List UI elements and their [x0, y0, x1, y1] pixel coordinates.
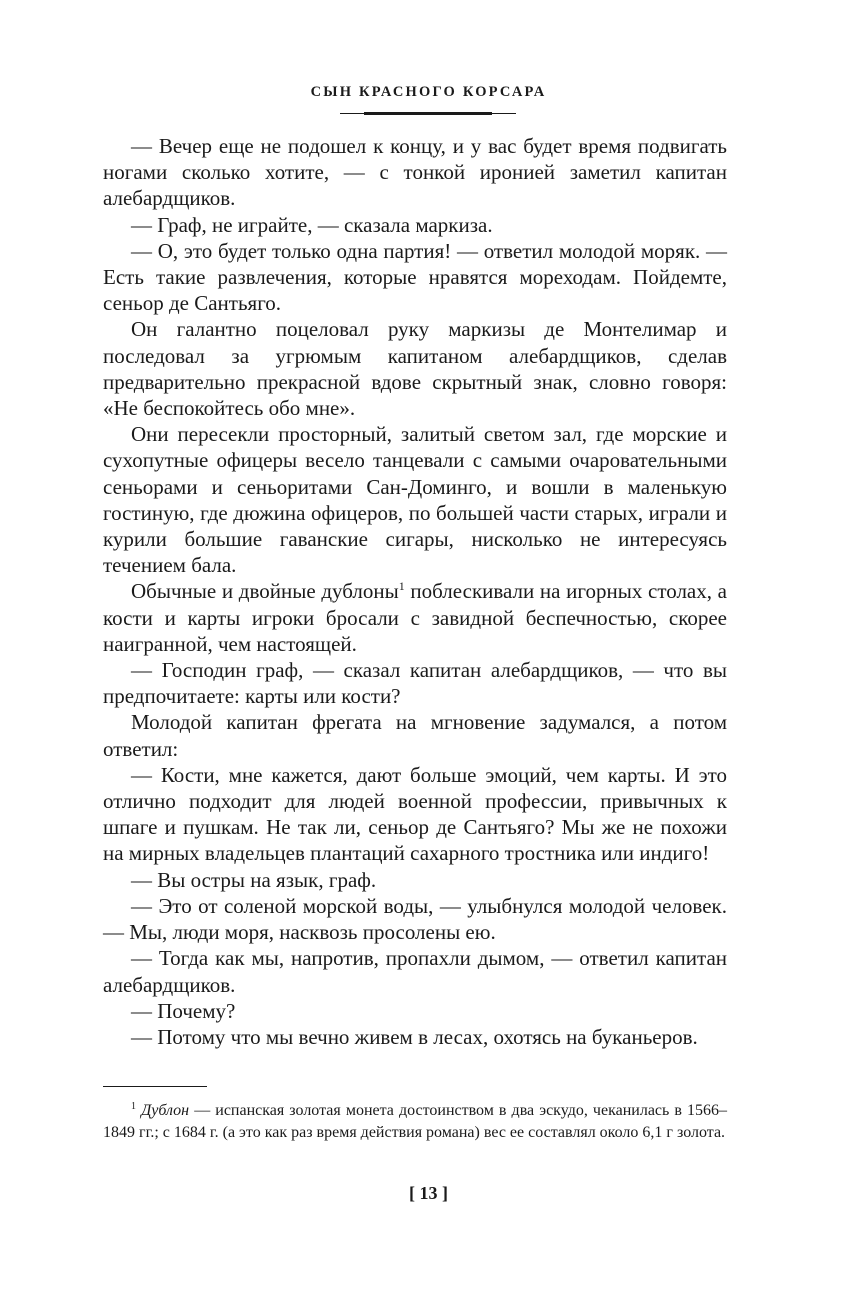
- footnote: [103, 1100, 727, 1144]
- footnote-reference-mark: 1: [398, 579, 405, 594]
- paragraph-with-footnote-ref: [103, 578, 727, 657]
- paragraph: Молодой капитан фрегата на мгновение задумался, а потом ответил:: [103, 710, 727, 761]
- running-head-title: СЫН КРАСНОГО КОРСАРА: [310, 84, 547, 100]
- paragraph: — Это от соленой морской воды, — улыбнулся молодой человек. — Мы, люди моря, насквозь просолены ею.: [103, 893, 727, 945]
- footnote-separator: [103, 1086, 207, 1087]
- page-number: [ 13 ]: [409, 1183, 448, 1203]
- paragraph: — Господин граф, — сказал капитан алебардщиков, — что вы предпочитаете: карты или кости?: [103, 658, 727, 709]
- paragraph: — Тогда как мы, напротив, пропахли дымом, — ответил капитан алебардщиков.: [103, 946, 727, 997]
- paragraph: — Кости, мне кажется, дают больше эмоций, чем карты. И это отлично подходит для людей военной профессии, привычных к шпаге и пушкам. Не так ли, сеньор де Сантьяго? Мы же не похожи на мирных владельцев плантаций сахарного тростника или индиго!: [103, 762, 727, 866]
- paragraph-text-before-ref: Обычные и двойные дублоны: [131, 579, 399, 604]
- paragraph: — Граф, не играйте, — сказала маркиза.: [131, 212, 493, 237]
- paragraph: — Почему?: [131, 998, 236, 1023]
- paragraph: — Вечер еще не подошел к концу, и у вас будет время подвигать ногами сколько хотите, — с тонкой иронией заметил капитан алебардщиков.: [103, 134, 727, 211]
- paragraph: Они пересекли просторный, залитый светом зал, где морские и сухопутные офицеры весело танцевали с самыми очаровательными сеньорами и сеньоритами Сан-Доминго, и вошли в маленькую гостиную, где дюжина офицеров, по большей части старых, играли и курили большие гаванские сигары, нисколько не интересуясь течением бала.: [103, 422, 727, 578]
- body-text: [103, 133, 727, 1050]
- footnote-mark: 1: [131, 1101, 136, 1112]
- paragraph: — Вы остры на язык, граф.: [131, 867, 377, 892]
- footnote-text: — испанская золотая монета достоинством в два эскудо, чеканилась в 1566–1849 гг.; с 1684 г. (а это как раз время действия романа) вес ее составлял около 6,1 г золота.: [103, 1102, 728, 1141]
- footnote-term: Дублон: [141, 1102, 190, 1119]
- paragraph: — О, это будет только одна партия! — ответил молодой моряк. — Есть такие развлечения, которые нравятся мореходам. Пойдемте, сеньор де Сантьяго.: [103, 238, 727, 316]
- header-rule: [364, 112, 492, 115]
- paragraph-text-after-ref: поблескивали на игорных столах, а кости и карты игроки бросали с завидной беспечностью, скорее наигранной, чем настоящей.: [103, 579, 727, 656]
- paragraph: Он галантно поцеловал руку маркизы де Монтелимар и последовал за угрюмым капитаном алебардщиков, сделав предварительно прекрасной вдове скрытный знак, словно говоря: «Не беспокойтесь обо мне».: [103, 317, 727, 421]
- paragraph: — Потому что мы вечно живем в лесах, охотясь на буканьеров.: [131, 1024, 698, 1049]
